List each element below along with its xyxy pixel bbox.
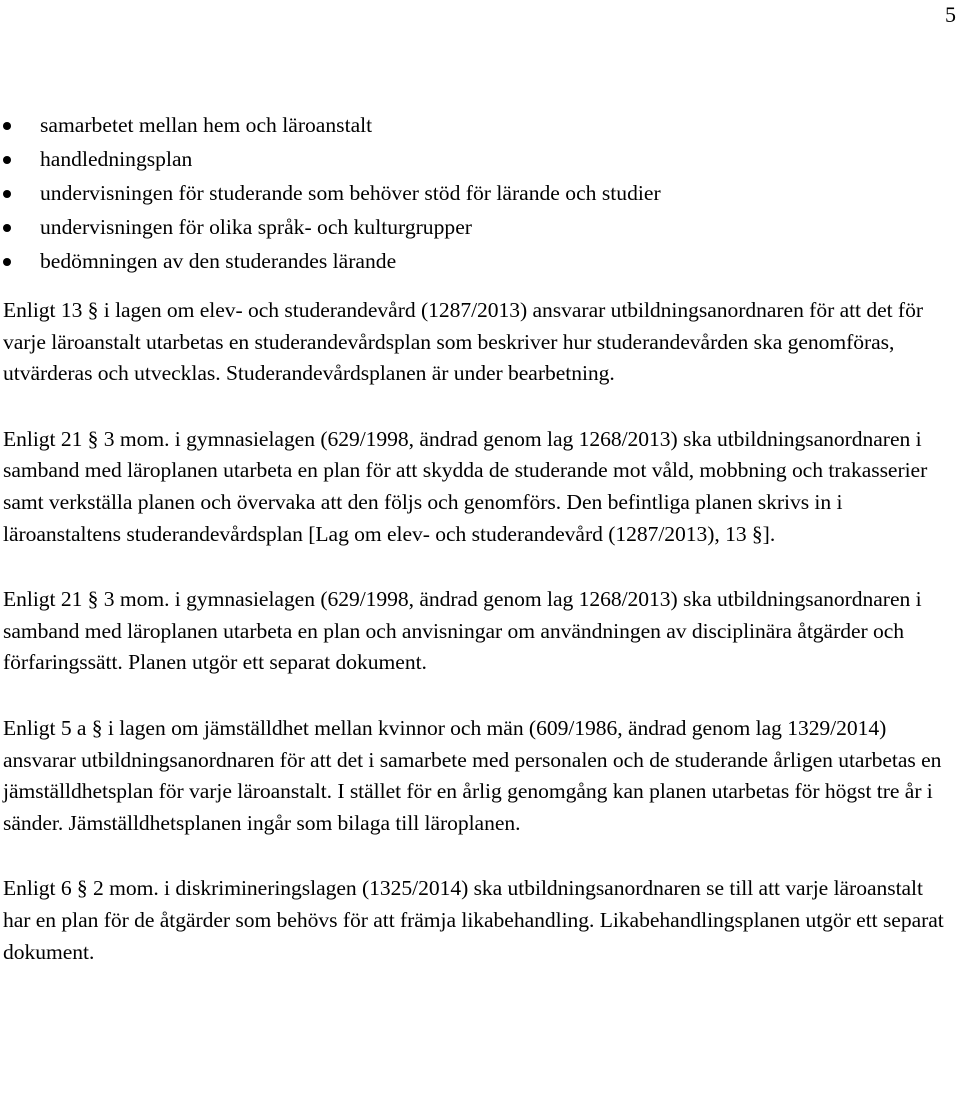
paragraph-disciplinara-atgarder: Enligt 21 § 3 mom. i gymnasielagen (629/1998, ändrad genom lag 1268/2013) ska utbildningsanordnaren i samband med läroplanen utarbeta en plan och anvisningar om användningen av disciplinära åtgärder och förfaringssätt. Planen utgör ett separat dokument. [3,587,922,675]
list-item [3,110,955,144]
list-item-text: samarbetet mellan hem och läroanstalt [40,113,373,137]
list-item [3,212,955,246]
list-item-text: bedömningen av den studerandes lärande [40,249,397,273]
list-item [3,144,955,178]
bullet-icon [3,258,11,266]
list-item-text: undervisningen för studerande som behöver stöd för lärande och studier [40,181,661,205]
paragraph-studerandevardsplan: Enligt 13 § i lagen om elev- och studerandevård (1287/2013) ansvarar utbildningsanordnaren för att det för varje läroanstalt utarbetas en studerandevårdsplan som beskriver hur studerandevården ska genomföras, utvärderas och utvecklas. Studerandevårdsplanen är under bearbetning. [3,298,923,386]
paragraph-plan-mot-vald: Enligt 21 § 3 mom. i gymnasielagen (629/1998, ändrad genom lag 1268/2013) ska utbildningsanordnaren i samband med läroplanen utarbeta en plan för att skydda de studerande mot våld, mobbning och trakasserier samt verkställa planen och övervaka att den följs och genomförs. Den befintliga planen skrivs in i läroanstaltens studerandevårdsplan [Lag om elev- och studerandevård (1287/2013), 13 §]. [3,426,928,546]
bullet-list [3,110,955,280]
list-item-text: undervisningen för olika språk- och kulturgrupper [40,215,472,239]
bullet-icon [3,224,11,232]
bullet-icon [3,156,11,164]
list-item [3,178,955,212]
list-item-text: handledningsplan [40,147,193,171]
bullet-icon [3,122,11,130]
paragraph-likabehandlingsplan: Enligt 6 § 2 mom. i diskrimineringslagen (1325/2014) ska utbildningsanordnaren se till att varje läroanstalt har en plan för de åtgärder som behövs för att främja likabehandling. Likabehandlingsplanen utgör ett separat dokument. [3,876,944,964]
page-number: 5 [945,2,956,27]
list-item [3,246,955,280]
document-body [3,110,955,968]
paragraph-jamstalldhetsplan: Enligt 5 a § i lagen om jämställdhet mellan kvinnor och män (609/1986, ändrad genom lag 1329/2014) ansvarar utbildningsanordnaren för att det i samarbete med personalen och de studerande årligen utarbetas en jämställdhetsplan för varje läroanstalt. I stället för en årlig genomgång kan planen utarbetas för högst tre år i sänder. Jämställdhetsplanen ingår som bilaga till läroplanen. [3,715,942,835]
bullet-icon [3,190,11,198]
